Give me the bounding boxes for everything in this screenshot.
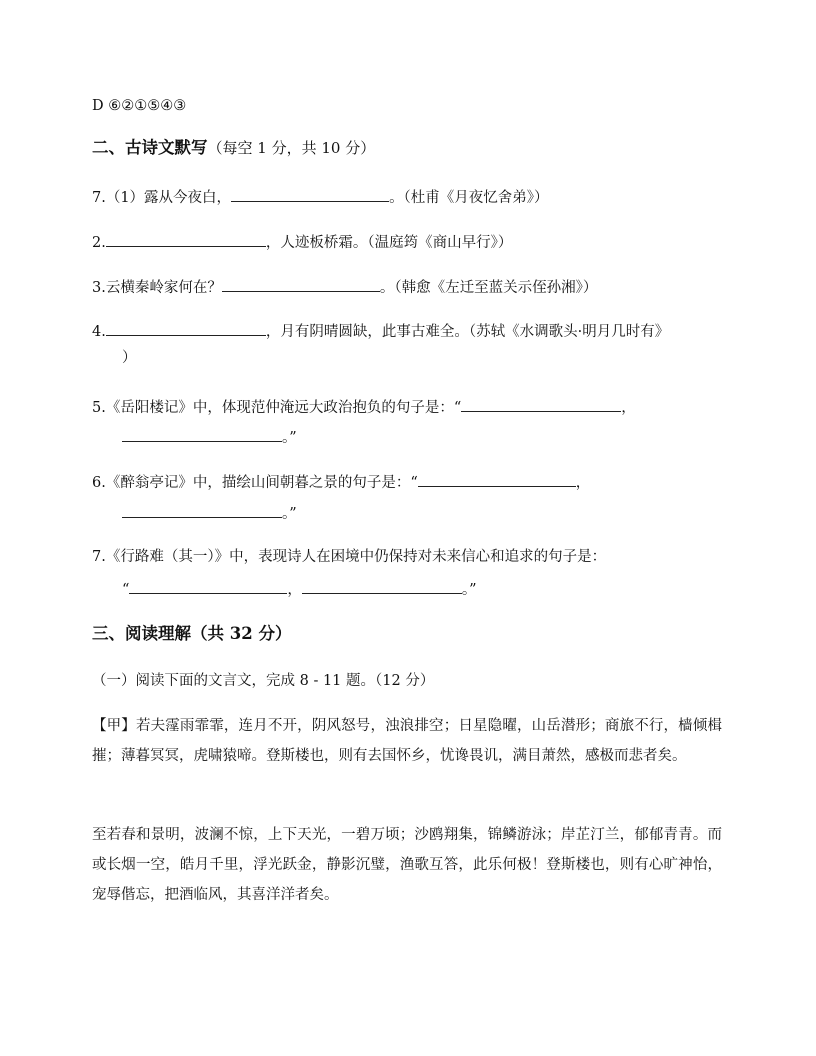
question-6-line2 xyxy=(122,502,297,524)
comma: ， xyxy=(287,582,302,598)
question-4-close: ） xyxy=(122,350,137,366)
question-7b: 7.《行路难（其一）》中，表现诗人在困境中仍保持对未来信心和追求的句子是： xyxy=(92,549,607,565)
answer-blank[interactable] xyxy=(122,502,282,518)
question-source: 。（韩愈《左迁至蓝关示侄孙湘》） xyxy=(379,280,598,296)
question-4 xyxy=(92,320,669,342)
question-text: 7.（1）露从今夜白， xyxy=(92,190,232,206)
quote-open: “ xyxy=(122,582,130,598)
answer-blank[interactable] xyxy=(129,578,287,594)
section-2-heading xyxy=(92,138,375,158)
answer-blank[interactable] xyxy=(418,471,576,487)
question-number: 4. xyxy=(92,324,106,340)
answer-blank[interactable] xyxy=(302,578,462,594)
question-3 xyxy=(92,276,597,298)
question-text: 6.《醉翁亭记》中，描绘山间朝暮之景的句子是：“ xyxy=(92,475,418,491)
passage-paragraph-1: 【甲】若夫霪雨霏霏，连月不开，阴风怒号，浊浪排空；日星隐曜，山岳潜形；商旅不行，樯倾楫摧；薄暮冥冥，虎啸猿啼。登斯楼也，则有去国怀乡，忧谗畏讥，满目萧然，感极而悲者矣。 xyxy=(92,718,722,764)
passage-paragraph-2: 至若春和景明，波澜不惊，上下天光，一碧万顷；沙鸥翔集，锦鳞游泳；岸芷汀兰，郁郁青青。而或长烟一空，皓月千里，浮光跃金，静影沉璧，渔歌互答，此乐何极！登斯楼也，则有心旷神怡，宠辱偕忘，把酒临风，其喜洋洋者矣。 xyxy=(92,827,722,903)
answer-blank[interactable] xyxy=(461,396,621,412)
question-source: ，人迹板桥霜。（温庭筠《商山早行》） xyxy=(265,235,513,251)
section-2-title: 二、古诗文默写 xyxy=(92,138,208,157)
quote-end: 。” xyxy=(461,582,477,598)
question-source: 。（杜甫《月夜忆舍弟》） xyxy=(389,190,549,206)
question-source: ，月有阴晴圆缺，此事古难全。（苏轼《水调歌头·明月几时有》 xyxy=(265,324,670,340)
question-7-1 xyxy=(92,186,549,208)
section-3-heading: 三、阅读理解（共 32 分） xyxy=(92,624,292,643)
comma: ， xyxy=(621,400,636,416)
answer-blank[interactable] xyxy=(122,426,282,442)
section-2-score: （每空 1 分，共 10 分） xyxy=(207,139,376,157)
subsection-1: （一）阅读下面的文言文，完成 8 - 11 题。（12 分） xyxy=(92,673,435,689)
quote-end: 。” xyxy=(282,506,297,522)
answer-blank[interactable] xyxy=(106,320,266,336)
answer-blank[interactable] xyxy=(222,276,380,292)
answer-blank[interactable] xyxy=(231,186,389,202)
question-5 xyxy=(92,396,636,418)
question-5-line2 xyxy=(122,426,297,448)
option-d: D ⑥②①⑤④③ xyxy=(92,98,187,114)
question-6 xyxy=(92,471,590,493)
question-text: 3.云横秦岭家何在？ xyxy=(92,280,222,296)
comma: ， xyxy=(575,475,591,491)
quote-end: 。” xyxy=(282,430,297,446)
question-number: 2. xyxy=(92,235,106,251)
question-7b-line2 xyxy=(122,578,477,600)
question-2 xyxy=(92,231,512,253)
answer-blank[interactable] xyxy=(106,231,266,247)
question-text: 5.《岳阳楼记》中，体现范仲淹远大政治抱负的句子是：“ xyxy=(92,400,462,416)
